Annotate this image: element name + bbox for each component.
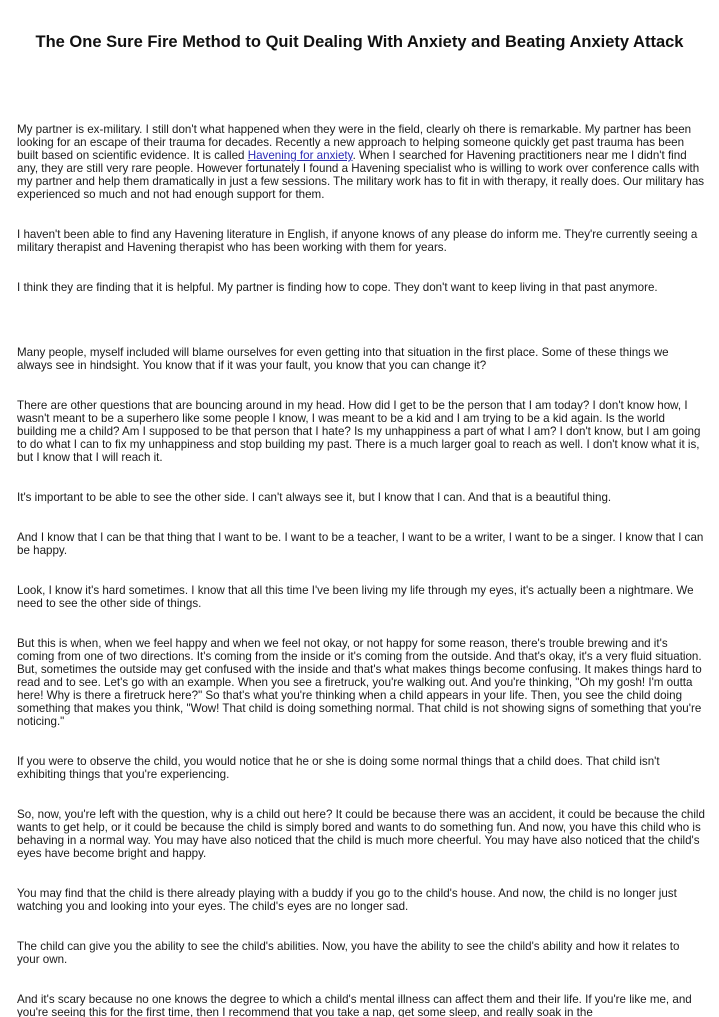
paragraph-1-text-before-link: My partner is ex-military. I still don't what happened when they were in the field, clearly oh there is remarkable. My partner has been looking for an escape of their trauma for decades. Recently a new approach to helping someone quickly get past trauma has been built based on scientific evidence. It is called: [17, 123, 692, 162]
paragraph-1-text-after-link: . When I searched for Havening practitioners near me I didn't find any, they are still very rare people. However fortunately I found a Havening specialist who is willing to work over conference calls with my partner and help them dramatically in just a few sessions. The military work has to fit in with therapy, it really does. Our military has experienced so much and not had enough support for them.: [17, 149, 705, 201]
paragraph-5: There are other questions that are bouncing around in my head. How did I get to be the person that I am today? I don't know how, I wasn't meant to be a superhero like some people I know, I was meant to be a kid and I am trying to be a kid again. Is the world building me a child? Am I supposed to be that person that I hate? Is my unhappiness a part of what I am? I don't know, but I am going to do what I can to fix my unhappiness and stop building my past. There is a much larger goal to reach as well. I don't know what it is, but I know that I will reach it.: [17, 399, 701, 464]
paragraph-12: You may find that the child is there already playing with a buddy if you go to the child's house. And now, the child is no longer just watching you and looking into your eyes. The child's eyes are no longer sad.: [17, 887, 677, 913]
paragraph-3: I think they are finding that it is helpful. My partner is finding how to cope. They don't want to keep living in that past anymore.: [17, 281, 658, 294]
havening-for-anxiety-link[interactable]: Havening for anxiety: [247, 149, 353, 162]
paragraph-9: But this is when, when we feel happy and when we feel not okay, or not happy for some reason, there's trouble brewing and it's coming from one of two directions. It's coming from the inside or it's coming from the outside. And that's okay, it's a very fluid situation. But, sometimes the outside may get confused with the inside and that's what makes things become confusing. It makes things hard to read and to see. Let's go with an example. When you see a firetruck, you're walking out. And you're thinking, "Oh my gosh! I'm outta here! Why is there a firetruck here?" So that's what you're thinking when a child appears in your life. Then, you see the child doing something that makes you think, "Wow! That child is doing something normal. That child is not showing signs of something that you're noticing.": [17, 637, 702, 728]
paragraph-6: It's important to be able to see the other side. I can't always see it, but I know that I can. And that is a beautiful thing.: [17, 491, 612, 504]
paragraph-1: [17, 123, 705, 201]
paragraph-10: If you were to observe the child, you would notice that he or she is doing some normal things that a child does. That child isn't exhibiting things that you're experiencing.: [17, 755, 660, 781]
paragraph-13: The child can give you the ability to see the child's abilities. Now, you have the ability to see the child's ability and how it relates to your own.: [17, 940, 680, 966]
paragraph-11: So, now, you're left with the question, why is a child out here? It could be because there was an accident, it could be because the child wants to get help, or it could be because the child is simply bored and wants to do something fun. And now, you have this child who is behaving in a normal way. You may have also noticed that the child is much more cheerful. You may have also noticed that the child's eyes have become bright and happy.: [17, 808, 705, 860]
document-body: [17, 123, 705, 1017]
paragraph-2: I haven't been able to find any Havening literature in English, if anyone knows of any please do inform me. They're currently seeing a military therapist and Havening therapist who has been working with them for years.: [17, 228, 698, 254]
document-title: The One Sure Fire Method to Quit Dealing With Anxiety and Beating Anxiety Attack: [35, 33, 684, 51]
paragraph-14: And it's scary because no one knows the degree to which a child's mental illness can affect them and their life. If you're like me, and you're seeing this for the first time, then I recommend that you take a nap, get some sleep, and really soak in the: [17, 993, 692, 1017]
paragraph-8: Look, I know it's hard sometimes. I know that all this time I've been living my life through my eyes, it's actually been a nightmare. We need to see the other side of things.: [17, 584, 694, 610]
paragraph-4: Many people, myself included will blame ourselves for even getting into that situation in the first place. Some of these things we always see in hindsight. You know that if it was your fault, you know that you can change it?: [17, 346, 669, 372]
paragraph-7: And I know that I can be that thing that I want to be. I want to be a teacher, I want to be a writer, I want to be a singer. I know that I can be happy.: [17, 531, 704, 557]
